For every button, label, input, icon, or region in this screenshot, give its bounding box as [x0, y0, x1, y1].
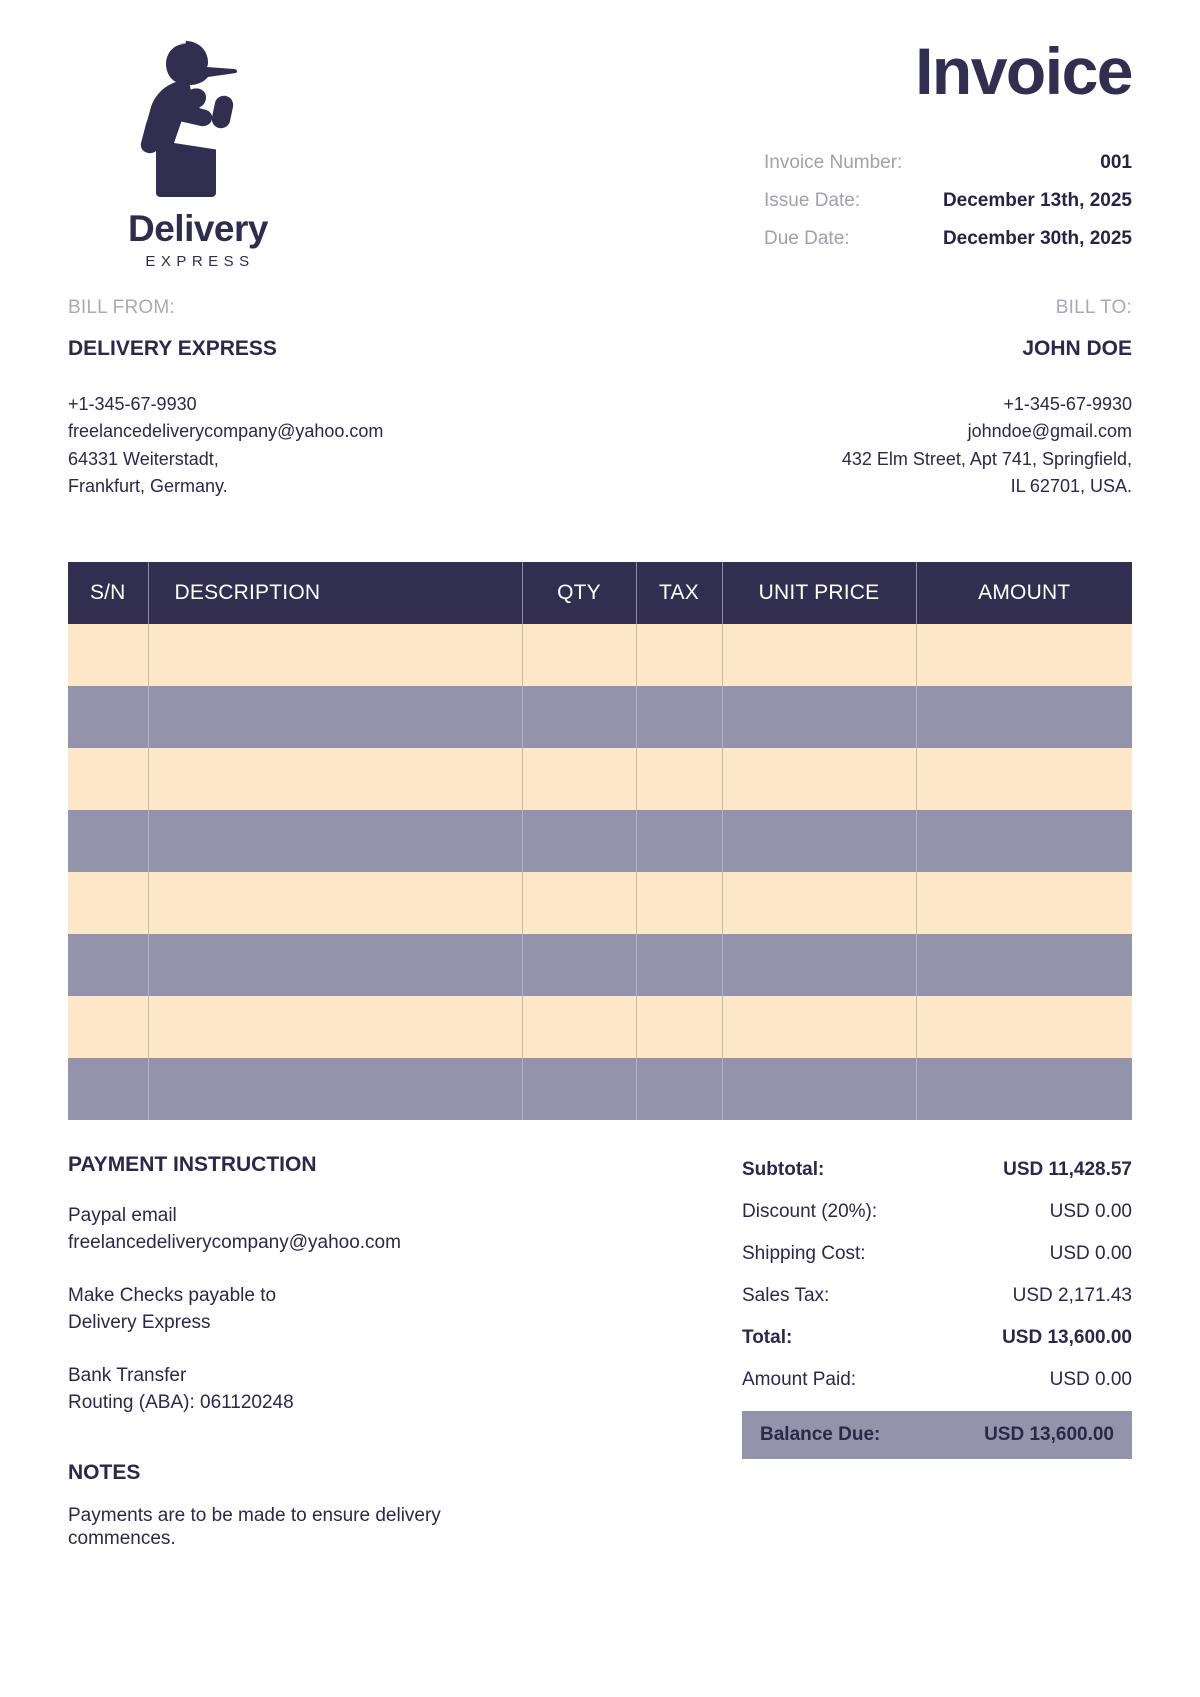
cell-unit-price[interactable]: [722, 934, 916, 996]
cell-unit-price[interactable]: [722, 748, 916, 810]
cell-unit-price[interactable]: [722, 996, 916, 1058]
table-row[interactable]: [68, 686, 1132, 748]
table-row[interactable]: [68, 624, 1132, 686]
table-row[interactable]: [68, 996, 1132, 1058]
meta-row-issue-date: [764, 190, 1132, 212]
subtotal-label: Subtotal:: [742, 1159, 825, 1181]
cell-amount[interactable]: [916, 748, 1132, 810]
delivery-courier-icon: [138, 38, 258, 206]
table-header-row: [68, 562, 1132, 624]
amount-paid-label: Amount Paid:: [742, 1369, 857, 1391]
cell-description[interactable]: [148, 748, 522, 810]
company-logo: [68, 30, 328, 270]
bill-to-phone: +1-345-67-9930: [1003, 394, 1132, 414]
column-header-sn: S/N: [68, 562, 148, 624]
balance-due-row: [742, 1411, 1132, 1459]
cell-qty[interactable]: [522, 1058, 636, 1120]
totals-block: [742, 1153, 1132, 1550]
bill-to-name: JOHN DOE: [1022, 337, 1132, 360]
spacer: [68, 1337, 588, 1363]
cell-description[interactable]: [148, 872, 522, 934]
cell-sn[interactable]: [68, 624, 148, 686]
billing-section: [0, 270, 1200, 500]
paypal-email: freelancedeliverycompany@yahoo.com: [68, 1232, 401, 1254]
shipping-value: USD 0.00: [1049, 1243, 1132, 1265]
cell-amount[interactable]: [916, 810, 1132, 872]
cell-qty[interactable]: [522, 996, 636, 1058]
bank-routing-number: Routing (ABA): 061120248: [68, 1392, 294, 1414]
bill-from-email: freelancedeliverycompany@yahoo.com: [68, 421, 384, 442]
sales-tax-label: Sales Tax:: [742, 1285, 830, 1307]
spacer: [68, 1257, 588, 1283]
column-header-description: DESCRIPTION: [148, 562, 522, 624]
invoice-number-value: 001: [1100, 152, 1132, 173]
page-title: Invoice: [915, 34, 1132, 108]
column-header-unit-price: UNIT PRICE: [722, 562, 916, 624]
payment-instruction-block: [68, 1153, 588, 1550]
table-row[interactable]: [68, 934, 1132, 996]
cell-amount[interactable]: [916, 686, 1132, 748]
totals-row-total: [742, 1327, 1132, 1349]
bill-from-block: [68, 297, 548, 500]
cell-amount[interactable]: [916, 996, 1132, 1058]
cell-unit-price[interactable]: [722, 872, 916, 934]
cell-tax[interactable]: [636, 996, 722, 1058]
cell-qty[interactable]: [522, 872, 636, 934]
cell-qty[interactable]: [522, 624, 636, 686]
cell-amount[interactable]: [916, 934, 1132, 996]
checks-payee: Delivery Express: [68, 1312, 211, 1334]
cell-sn[interactable]: [68, 686, 148, 748]
payment-instruction-title: PAYMENT INSTRUCTION: [68, 1153, 317, 1177]
bill-from-address-1: 64331 Weiterstadt,: [68, 448, 219, 469]
subtotal-value: USD 11,428.57: [1003, 1159, 1132, 1181]
amount-paid-value: USD 0.00: [1049, 1369, 1132, 1391]
cell-amount[interactable]: [916, 1058, 1132, 1120]
bank-transfer-label: Bank Transfer: [68, 1365, 187, 1387]
cell-sn[interactable]: [68, 1058, 148, 1120]
totals-row-subtotal: [742, 1159, 1132, 1181]
bill-from-phone: +1-345-67-9930: [68, 394, 197, 414]
cell-description[interactable]: [148, 810, 522, 872]
balance-due-value: USD 13,600.00: [984, 1424, 1114, 1446]
cell-tax[interactable]: [636, 934, 722, 996]
column-header-qty: QTY: [522, 562, 636, 624]
column-header-tax: TAX: [636, 562, 722, 624]
bill-from-address-2: Frankfurt, Germany.: [68, 476, 228, 497]
paypal-label: Paypal email: [68, 1205, 177, 1227]
total-value: USD 13,600.00: [1002, 1327, 1132, 1349]
logo-subtext: EXPRESS: [145, 253, 255, 270]
cell-tax[interactable]: [636, 1058, 722, 1120]
due-date-label: Due Date:: [764, 228, 850, 249]
cell-description[interactable]: [148, 934, 522, 996]
issue-date-label: Issue Date:: [764, 190, 861, 211]
line-items-header: [68, 562, 1132, 624]
invoice-header: [0, 0, 1200, 270]
cell-tax[interactable]: [636, 624, 722, 686]
cell-amount[interactable]: [916, 624, 1132, 686]
bill-to-block: [652, 297, 1132, 500]
totals-row-amount-paid: [742, 1369, 1132, 1391]
discount-value: USD 0.00: [1049, 1201, 1132, 1223]
table-row[interactable]: [68, 810, 1132, 872]
line-items-section: [68, 562, 1132, 1120]
table-row[interactable]: [68, 748, 1132, 810]
totals-row-shipping: [742, 1243, 1132, 1265]
bill-to-address-1: 432 Elm Street, Apt 741, Springfield,: [841, 448, 1132, 469]
cell-sn[interactable]: [68, 748, 148, 810]
cell-description[interactable]: [148, 686, 522, 748]
discount-label: Discount (20%):: [742, 1201, 878, 1223]
cell-description[interactable]: [148, 996, 522, 1058]
cell-unit-price[interactable]: [722, 810, 916, 872]
invoice-footer: [0, 1120, 1200, 1550]
total-label: Total:: [742, 1327, 793, 1349]
cell-unit-price[interactable]: [722, 624, 916, 686]
bill-to-email: johndoe@gmail.com: [967, 421, 1132, 442]
totals-row-sales-tax: [742, 1285, 1132, 1307]
sales-tax-value: USD 2,171.43: [1012, 1285, 1132, 1307]
cell-sn[interactable]: [68, 934, 148, 996]
cell-qty[interactable]: [522, 810, 636, 872]
cell-qty[interactable]: [522, 748, 636, 810]
cell-sn[interactable]: [68, 996, 148, 1058]
checks-label: Make Checks payable to: [68, 1285, 277, 1307]
table-row[interactable]: [68, 872, 1132, 934]
meta-row-due-date: [764, 228, 1132, 250]
totals-row-discount: [742, 1201, 1132, 1223]
logo-wordmark: Delivery: [128, 208, 268, 249]
bill-from-name: DELIVERY EXPRESS: [68, 337, 277, 360]
cell-tax[interactable]: [636, 872, 722, 934]
cell-unit-price[interactable]: [722, 1058, 916, 1120]
cell-unit-price[interactable]: [722, 686, 916, 748]
cell-sn[interactable]: [68, 872, 148, 934]
invoice-number-label: Invoice Number:: [764, 152, 903, 173]
cell-qty[interactable]: [522, 934, 636, 996]
bill-to-address-2: IL 62701, USA.: [1010, 476, 1132, 497]
cell-qty[interactable]: [522, 686, 636, 748]
issue-date-value: December 13th, 2025: [942, 190, 1132, 211]
bill-from-heading: BILL FROM:: [68, 297, 175, 318]
cell-sn[interactable]: [68, 810, 148, 872]
column-header-amount: AMOUNT: [916, 562, 1132, 624]
cell-tax[interactable]: [636, 686, 722, 748]
notes-text: Payments are to be made to ensure delivery commences.: [68, 1505, 441, 1549]
cell-description[interactable]: [148, 1058, 522, 1120]
due-date-value: December 30th, 2025: [942, 228, 1132, 249]
cell-tax[interactable]: [636, 748, 722, 810]
notes-title: NOTES: [68, 1461, 141, 1485]
line-items-body: [68, 624, 1132, 1120]
line-items-table: [68, 562, 1132, 1120]
meta-row-invoice-number: [764, 152, 1132, 174]
table-row[interactable]: [68, 1058, 1132, 1120]
balance-due-label: Balance Due:: [760, 1424, 881, 1446]
cell-amount[interactable]: [916, 872, 1132, 934]
cell-description[interactable]: [148, 624, 522, 686]
bill-to-heading: BILL TO:: [1055, 297, 1132, 318]
invoice-meta-block: [764, 30, 1132, 266]
cell-tax[interactable]: [636, 810, 722, 872]
shipping-label: Shipping Cost:: [742, 1243, 866, 1265]
